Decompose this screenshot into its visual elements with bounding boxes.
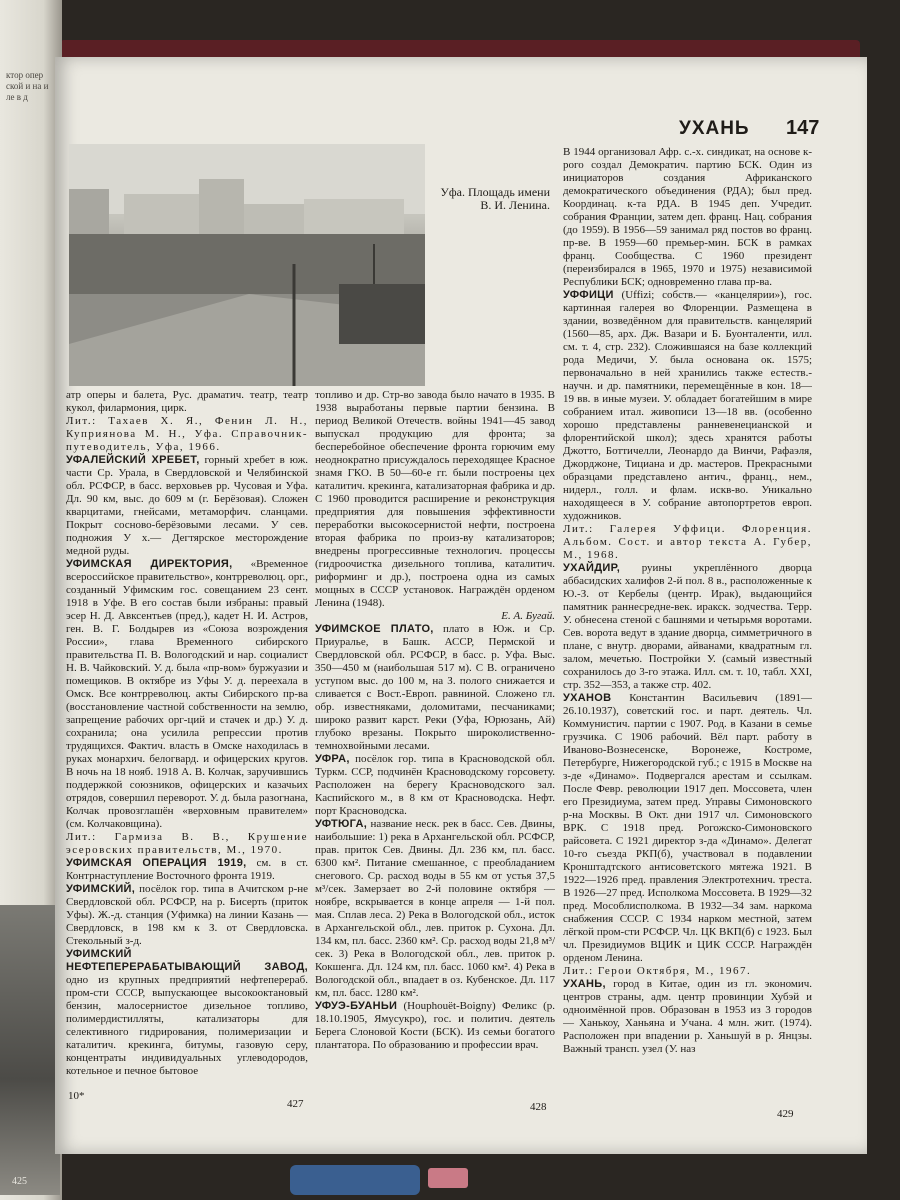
entry-text: плато в Юж. и Ср. Приуралье, в Башк. АССР, Пермской и Свердловской обл. РСФСР, в басс. р. Уфа. Выс. 350—450 м (наибольшая 517 м). С В. ограничено уступом выс. до 100 м, на З. полого снижается и сливается с Вост.-Европ. равниной. Сложено гл. обр. известняками, доломитами, песчаниками; широко развит карст. Реки (Уфа, Юрюзань, Ай) глубоко врезаны. Покрыто широколиственно-темнохвойными лесами. [315,623,555,752]
encyclopedia-entry [563,562,812,692]
encyclopedia-entry [66,857,308,883]
encyclopedia-entry [66,948,308,1078]
left-page-edge [0,0,62,1200]
encyclopedia-entry [315,623,555,753]
blue-sticker [290,1165,420,1195]
entry-headword: УФРА, [315,753,350,765]
photo-caption: Уфа. Площадь имени В. И. Ленина. [440,185,550,212]
entry-headword: УФФИЦИ [563,289,614,301]
entry-headword: УХАНОВ [563,692,612,704]
column-3 [563,146,812,1056]
entry-headword: УФАЛЕЙСКИЙ ХРЕБЕТ, [66,454,200,466]
city-square-photo [69,144,425,386]
entry-headword: УХАНЬ, [563,978,606,990]
running-head: УХАНЬ [679,118,750,139]
text-block: топливо и др. Стр-во завода было начато в 1935. В 1938 выработаны первые партии бензина. В период Великой Отечеств. войны 1941—45 завод выпускал продукцию для фронта; за бесперебойное обеспечение фронта горючим ему неоднократно присуждалось переходящее Красное знамя ГКО. В 50—60-е гг. были построены цех каталитич. крекинга, катализаторная фабрика и др. С 1960 проводится расширение и реконструкция предприятия для повышения эффективности переработки высокосернистой нефти, построена вторая фабрика по произ-ву катализаторов; внедрены прогрессивные технологич. процессы (гидроочистка дизельного топлива, каталитич. риформинг и др.), построена одна из самых мощных в СССР установок. Награждён орденом Ленина (1948). [315,389,555,609]
entry-headword: УФТЮГА, [315,818,368,830]
entry-text: посёлок гор. типа в Ачитском р-не Свердловской обл. РСФСР, на р. Бисерть (приток Уфы). Ж.-д. станция (Уфимка) на линии Казань — Свердловск, в 198 км к З. от Свердловска. Стекольный з-д. [66,883,308,947]
encyclopedia-entry [315,818,555,1000]
left-page-photo [0,905,60,1195]
encyclopedia-entry [563,978,812,1056]
entry-text: (Uffizi; собств.— «канцелярии»), гос. картинная галерея во Флоренции. Размещена в здании, возведённом для правительств. канцелярий (1560—85, арх. Дж. Вазари и Б. Буонталенти, илл. см. т. 4, стр. 232). Сложившаяся на базе коллекций рода Медичи, У. была основана ок. 1575; первоначально в ней хранились также естеств.-научн. и др. памятники, перемещённые в кон. 18—19 вв. в иные музеи. У. обладает богатейшим в мире собранием итал. живописи 13—18 вв. (особенно хорошо представлены ранневенецианской и флорентийской школ); здесь хранятся работы Джотто, Боттичелли, Леонардо да Винчи, Рафаэля, Джорджоне, Тициана и др. мастеров. Прекрасными образцами представлено антич., франц., нем., нидерл., голл. и флам. искв-во. Уникально находящееся в У. собрание автопортретов европ. художников. [563,289,812,522]
signature-mark: 10* [68,1090,85,1102]
entry-headword: УФИМСКОЕ ПЛАТО, [315,623,434,635]
text-block: атр оперы и балета, Рус. драматич. театр, театр кукол, филармония, цирк. [66,389,308,414]
entry-headword: УФУЭ-БУАНЬИ [315,1000,398,1012]
encyclopedia-entry [315,1000,555,1052]
encyclopedia-entry [66,883,308,948]
left-page-folio: 425 [12,1176,27,1187]
literature-note: Лит.: Гармиза В. В., Крушение эсеровских правительств, М., 1970. [66,831,308,856]
entry-headword: УФИМСКАЯ ОПЕРАЦИЯ 1919, [66,857,247,869]
column-2 [315,389,555,1052]
entry-text: город в Китае, один из гл. экономич. центров страны, адм. центр провинции Хубэй и одноимённой пров. Образован в 1953 из 3 городов — Ханькоу, Ханьяна и Учана. 4 млн. жит. (1974). Расположен при впадении р. Ханьшуй в р. Янцзы. Важный трансп. узел (У. наз [563,978,812,1055]
encyclopedia-entry [66,454,308,558]
entry-headword: УФИМСКИЙ НЕФТЕПЕРЕРАБАТЫВАЮЩИЙ ЗАВОД, [66,948,308,973]
literature-note: Лит.: Тахаев Х. Я., Фенин Л. Н., Куприянова М. Н., Уфа. Справочник-путеводитель, Уфа, 1966. [66,415,308,453]
entry-text: «Временное всероссийское правительство», контрреволюц. орг., созданный Уфимским гос. совещанием 23 сент. 1918 в Уфе. В его состав были избраны: правый эсер Н. Д. Авксентьев (пред.), кадет Н. И. Астров, ген. В. Г. Болдырев из «Союза возрождения России», глава Временного сибирского правительства П. В. Вологодский и нар. социалист Н. В. Чайковский. У. д. была «пр-вом» буржуазии и помещиков. В октябре из Уфы У. д. переехала в Омск. Все контрреволюц. акты Сибирского пр-ва (восстановление частной собственности на землю, запрещение рабочих орг-ций и стачек и др.) У. д. сохранила; она усилила репрессии против трудящихся. Фактич. власть в Омске находилась в руках монархич. белогвард. и офицерских кругов. В ночь на 18 нояб. 1918 А. В. Колчак, заручившись поддержкой союзников, офицерских и казачьих отрядов, совершил переворот. У. д. была разогнана, Колчак провозглашён «верховным правителем» (см. Колчаковщина). [66,558,308,830]
entry-headword: УФИМСКИЙ, [66,883,136,895]
entry-text: см. в ст. Контрнаступление Восточного фронта 1919. [66,857,308,882]
entry-text: горный хребет в юж. части Ср. Урала, в Свердловской и Челябинской обл. РСФСР, в басс. верховьев рр. Чусовая и Уфа. Дл. 90 км, выс. до 609 м (г. Берёзовая). Сложен кварцитами, гнейсами, метаморфич. сланцами. Покрыт сосново-берёзовыми лесами. У сев. подножия У х.— Дегтярское месторождение медной руды. [66,454,308,557]
text-block: В 1944 организовал Афр. с.-х. синдикат, на основе к-рого создал Демократич. партию БСК. Один из инициаторов создания Африканского демократического объединения (РДА); был пред. Координац. к-та РДА. В 1945 деп. Учредит. собрания Франции, затем деп. франц. Нац. собрания (до 1959). В 1956—59 занимал ряд постов во франц. пр-ве. В 1959—60 премьер-мин. БСК в рамках франц. Сообщества. С 1960 президент (переизбирался в 1965, 1970 и 1975) независимой Республики БСК; одновременно глава пр-ва. [563,146,812,288]
entry-text: одно из крупных предприятий нефтеперераб. пром-сти СССР, выпускающее высокооктановый бензин, малосернистое дизельное топливо, полимердистилляты, катализаторы для селективного гидрирования, полимеризации и каталитич. крекинга, битумы, газовую серу, концентраты индивидуальных углеводородов, котельное и печное бытовое [66,974,308,1077]
entry-text: посёлок гор. типа в Красноводской обл. Туркм. ССР, подчинён Красноводскому горсовету. Расположен на берегу Красноводского зал. Каспийского м., в 8 км от Красноводска. Нефт. порт Красноводска. [315,753,555,817]
entry-author: Е. А. Бугай. [501,610,555,622]
column-1 [66,389,308,1078]
folio-429: 429 [777,1108,794,1120]
entry-text: Константин Васильевич (1891—26.10.1937), советский гос. и парт. деятель. Чл. Коммунистич. партии с 1907. Род. в Казани в семье грузчика. С 1906 рабочий. Вёл парт. работу в Иваново-Вознесенске, Воронеже, Костроме, Петербурге, Нижегородской губ.; с 1915 в Москве на з-де «Динамо». Подвергался арестам и ссылкам. После Февр. революции 1917 деп. Моссовета, член его Президиума, затем пред. Управы Симоновского р-на Москвы. В Окт. дни 1917 чл. Симоновского ВРК. С 1918 пред. Рогожско-Симоновского райсовета. С 1921 директор з-да «Динамо». Делегат 10-го съезда РКП(б), участвовал в подавлении Кронштадтского антисоветского мятежа 1921. В 1922—1926 пред. правления Электротехнич. треста. В 1926—27 пред. Исполкома Моссовета. В 1929—32 пред. Мособлисполкома. В 1932—34 зам. наркома снабжения СССР. С 1934 нарком местной, затем лёгкой пром-сти РСФСР. Чл. ЦК ВКП(б) с 1923. Был чл. Президиумов ВЦИК и ЦИК СССР. Награждён орденом Ленина. [563,692,812,964]
folio-428: 428 [530,1101,547,1113]
pink-bookmark [428,1168,468,1188]
encyclopedia-entry [66,558,308,831]
encyclopedia-entry [563,289,812,523]
page-number: 147 [786,117,820,139]
encyclopedia-entry [315,753,555,818]
literature-note: Лит.: Галерея Уффици. Флоренция. Альбом. Сост. и автор текста А. Губер, М., 1968. [563,523,812,561]
entry-text: руины укреплённого дворца аббасидских халифов 2-й пол. 8 в., расположенные к Ю.-З. от Кербелы (центр. Ирак), выдающийся памятник раннесредне-век. иракск. зодчества. Терр. У. обнесена стеной с башнями и четырьмя воротами. Сев. ворота ведут в здание дворца, симметричного в плане, с внутр. дворами, айванами, квадратным гл. залом, мечетью. Постройки У. (самый известный сохранилось до 3-го этажа. Илл. см. т. 10, табл. XXI, стр. 352—353, а также стр. 402. [563,562,812,691]
entry-headword: УФИМСКАЯ ДИРЕКТОРИЯ, [66,558,233,570]
entry-text: (Houphouët-Boigny) Феликс (р. 18.10.1905, Ямусукро), гос. и политич. деятель Берега Слоновой Кости (БСК). Из семьи богатого плантатора. По образованию и профессии врач. [315,1000,555,1051]
literature-note: Лит.: Герои Октября, М., 1967. [563,965,752,977]
entry-text: название неск. рек в басс. Сев. Двины, наибольшие: 1) река в Архангельской обл. РСФСР, прав. приток Сев. Двины. Дл. 236 км, пл. басс. 6300 км². Питание смешанное, с преобладанием снегового. Ср. расход воды в 55 км от устья 37,5 м³/сек. Замерзает во 2-й половине октября — ноябре, вскрывается в конце апреля — 1-й пол. мая. Сплав леса. 2) Река в Вологодской обл., исток в Архангельской обл., лев. приток р. Сухона. Дл. 134 км, пл. басс. 2360 км². Ср. расход воды 21,8 м³/сек. 3) Река в Вологодской обл., лев. приток р. Кокшенга. Дл. 124 км, пл. басс. 1060 км². 4) Река в Вологодской обл., впадает в оз. Кубенское. Дл. 117 км, пл. басс. 1280 км². [315,818,555,999]
folio-427: 427 [287,1098,304,1110]
left-page-text: ктор опер ской и на и ле в д [6,70,49,102]
entry-headword: УХАЙДИР, [563,562,621,574]
encyclopedia-entry [563,692,812,965]
